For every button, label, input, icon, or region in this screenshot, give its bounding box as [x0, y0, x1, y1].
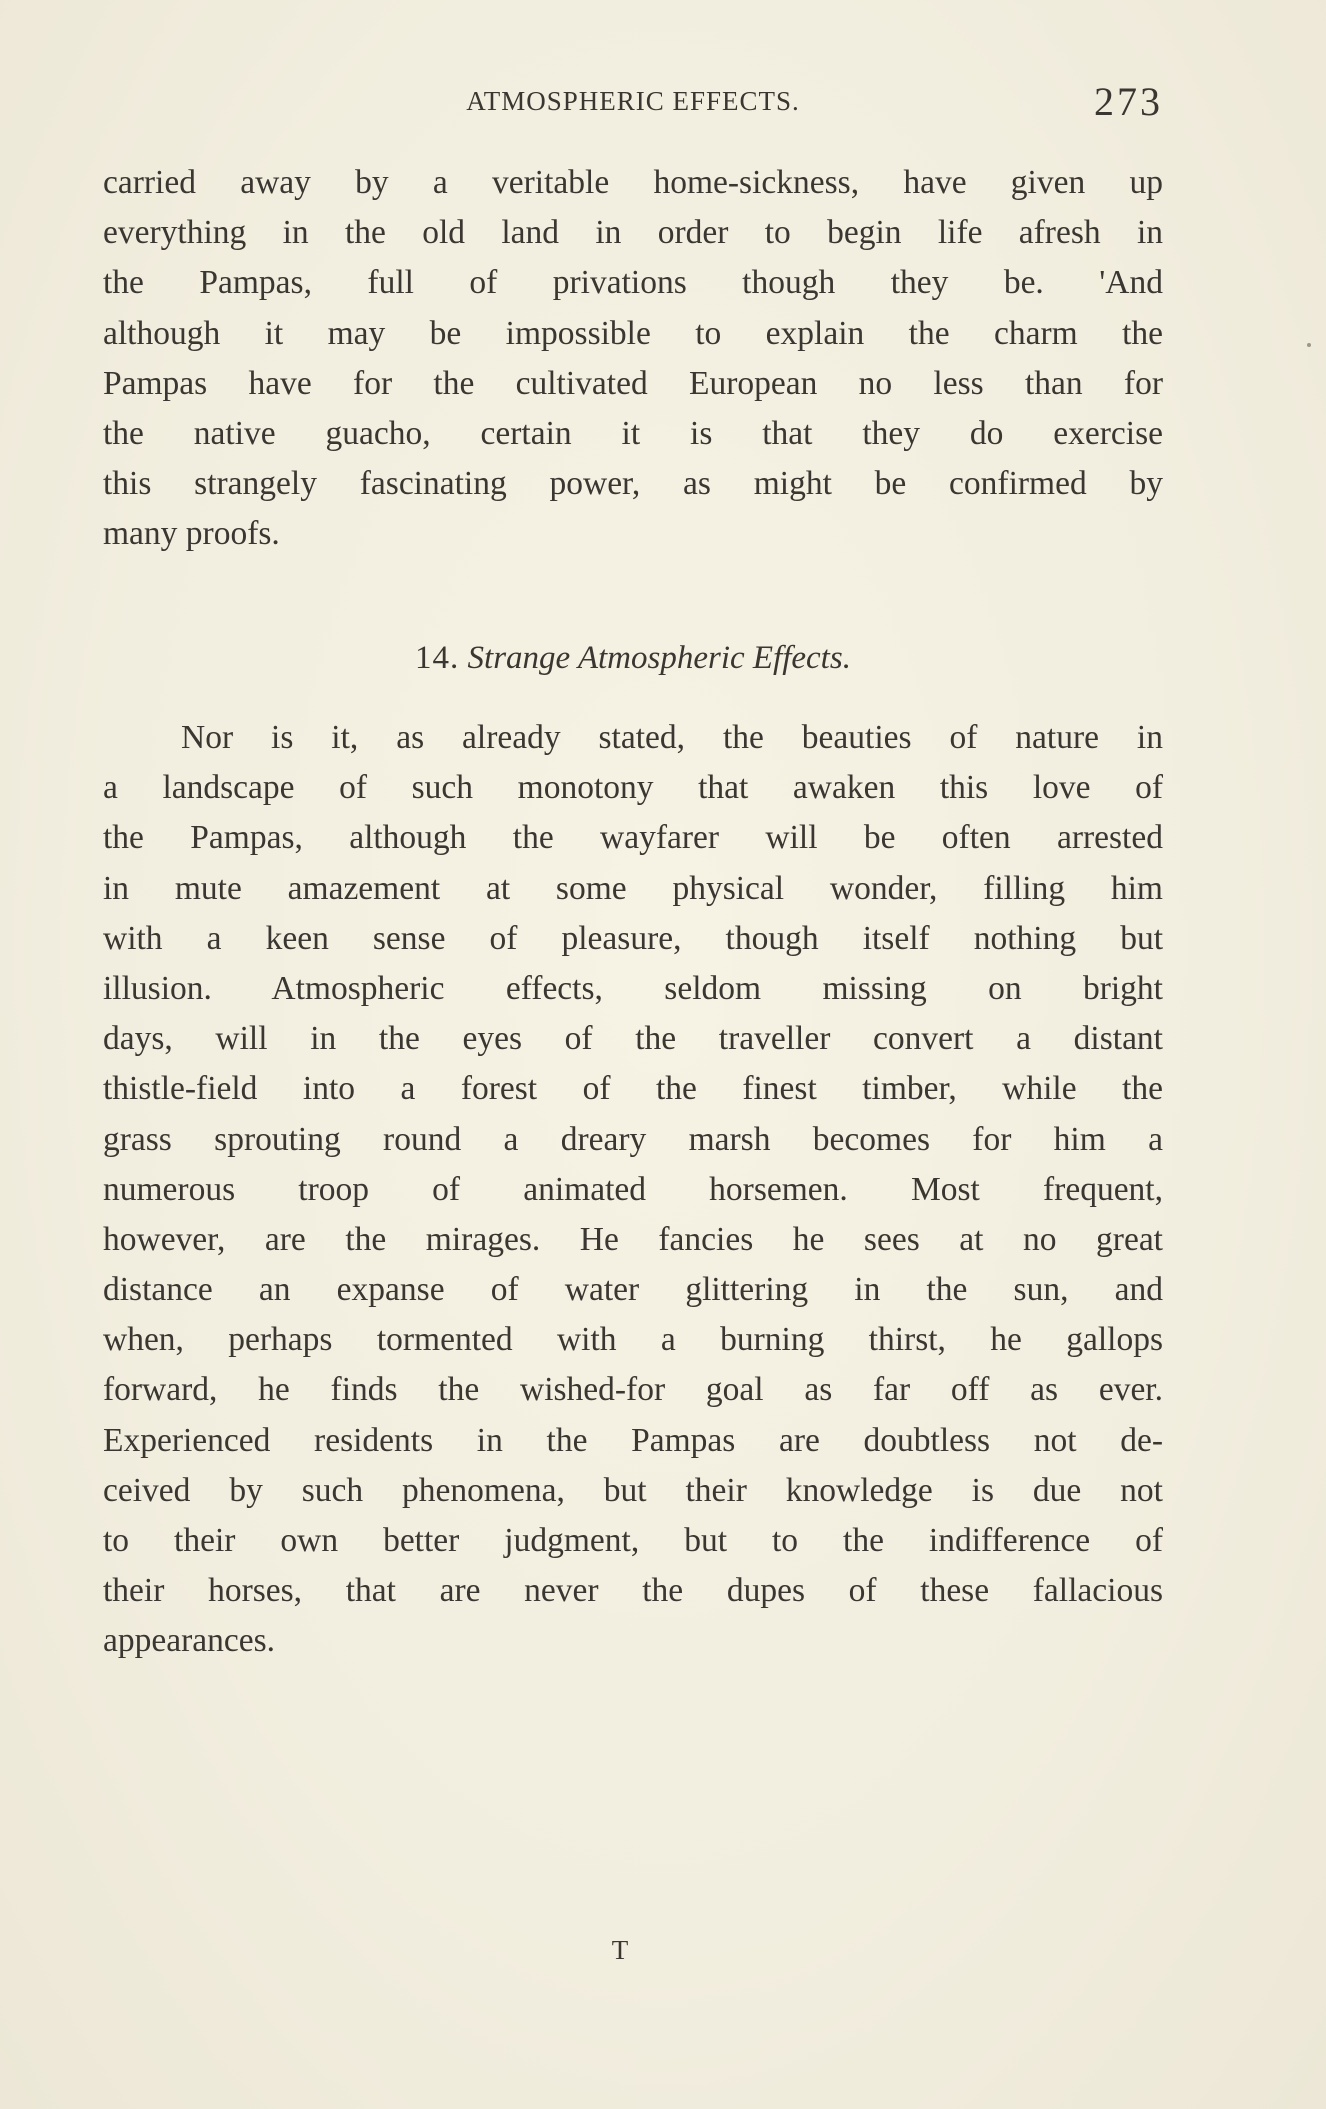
paragraph-section-14 [103, 713, 1163, 1667]
text-line: everything in the old land in order to begin life afresh in [103, 214, 1163, 252]
running-head [103, 78, 1163, 128]
text-line: the native guacho, certain it is that they do exercise [103, 414, 1163, 452]
text-line: thistle-field into a forest of the finest timber, while the [103, 1070, 1163, 1108]
text-line: numerous troop of animated horsemen. Most frequent, [103, 1170, 1163, 1208]
text-line: ceived by such phenomena, but their knowledge is due not [103, 1471, 1163, 1509]
text-line: forward, he finds the wished-for goal as far off as ever. [103, 1371, 1163, 1409]
text-line: carried away by a veritable home-sickness, have given up [103, 164, 1163, 201]
text-line: days, will in the eyes of the traveller convert a distant [103, 1020, 1163, 1058]
text-line: this strangely fascinating power, as might be confirmed by [103, 465, 1163, 503]
text-line: although it may be impossible to explain the charm the [103, 314, 1163, 352]
section-number: 14. [415, 640, 460, 676]
text-line: grass sprouting round a dreary marsh becomes for him a [103, 1120, 1163, 1158]
text-line: appearances. [103, 1622, 276, 1660]
text-line: a landscape of such monotony that awaken this love of [103, 769, 1163, 807]
text-line: however, are the mirages. He fancies he sees at no great [103, 1220, 1163, 1258]
text-line: the Pampas, although the wayfarer will be often arrested [103, 819, 1163, 857]
text-line: Pampas have for the cultivated European no less than for [103, 364, 1163, 402]
text-line: distance an expanse of water glittering in the sun, and [103, 1271, 1163, 1309]
text-line: when, perhaps tormented with a burning thirst, he gallops [103, 1321, 1163, 1359]
text-line: illusion. Atmospheric effects, seldom missing on bright [103, 969, 1163, 1007]
page-number: 273 [1094, 79, 1163, 124]
section-heading [103, 640, 1163, 677]
text-line: the Pampas, full of privations though they be. 'And [103, 264, 1163, 302]
text-line: Nor is it, as already stated, the beauties of nature in [181, 719, 1163, 756]
section-title: Strange Atmospheric Effects. [467, 640, 851, 676]
text-line: to their own better judgment, but to the indifference of [103, 1522, 1163, 1559]
text-line: their horses, that are never the dupes of these fallacious [103, 1572, 1163, 1610]
running-title: ATMOSPHERIC EFFECTS. [466, 86, 800, 116]
text-line: Experienced residents in the Pampas are doubtless not de- [103, 1421, 1163, 1459]
paper-speck [1307, 343, 1311, 347]
signature-mark: T [611, 1935, 629, 1965]
text-line: with a keen sense of pleasure, though itself nothing but [103, 919, 1163, 957]
paragraph-continued [103, 158, 1163, 560]
text-line: many proofs. [103, 515, 280, 553]
text-line: in mute amazement at some physical wonder, filling him [103, 869, 1163, 907]
